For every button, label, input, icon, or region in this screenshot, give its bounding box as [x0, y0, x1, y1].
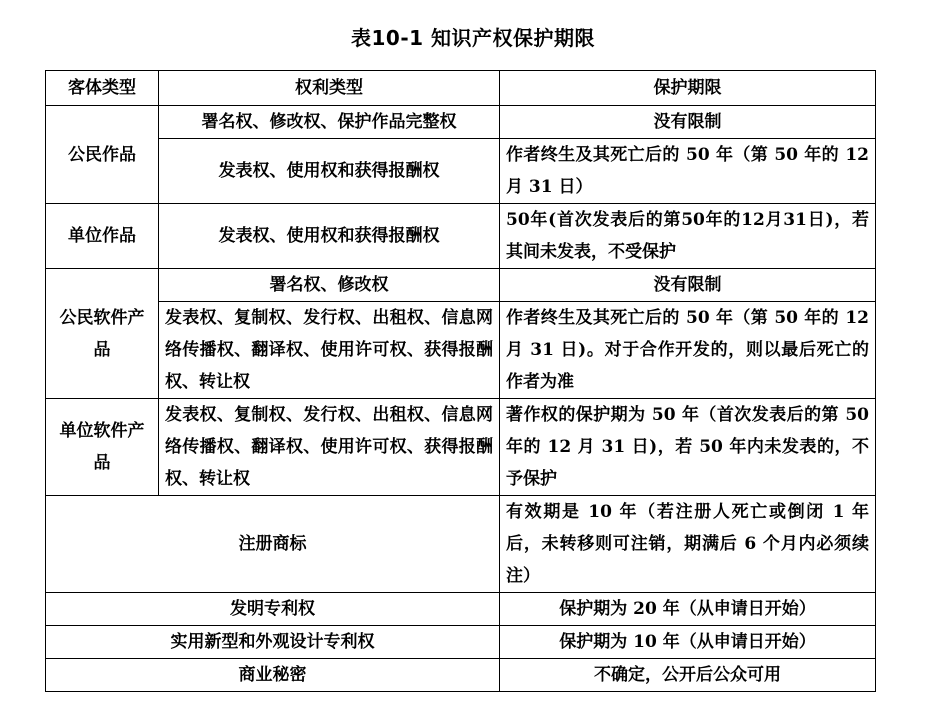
header-object-type: 客体类型: [46, 71, 159, 106]
table-row: [46, 593, 876, 626]
right-cell: 署名权、修改权: [159, 269, 500, 302]
table-row: [46, 626, 876, 659]
term-cell: 保护期为 20 年（从申请日开始）: [500, 593, 876, 626]
table-row: [46, 496, 876, 593]
right-cell: 发表权、复制权、发行权、出租权、信息网络传播权、翻译权、使用许可权、获得报酬权、转让权: [159, 399, 500, 496]
object-cell: 发明专利权: [46, 593, 500, 626]
right-cell: 发表权、复制权、发行权、出租权、信息网络传播权、翻译权、使用许可权、获得报酬权、转让权: [159, 302, 500, 399]
object-cell: 单位作品: [46, 204, 159, 269]
table-row: [46, 139, 876, 204]
table-row: [46, 659, 876, 692]
table-title: 表10-1 知识产权保护期限: [350, 26, 595, 50]
table-row: [46, 106, 876, 139]
right-cell: 署名权、修改权、保护作品完整权: [159, 106, 500, 139]
header-protection-term: 保护期限: [500, 71, 876, 106]
right-cell: 发表权、使用权和获得报酬权: [159, 139, 500, 204]
ip-protection-table: [45, 70, 876, 692]
table-row: [46, 399, 876, 496]
table-row: [46, 269, 876, 302]
object-cell: 单位软件产品: [46, 399, 159, 496]
term-cell: 保护期为 10 年（从申请日开始）: [500, 626, 876, 659]
term-cell: 著作权的保护期为 50 年（首次发表后的第 50 年的 12 月 31 日)，若 50 年内未发表的，不予保护: [500, 399, 876, 496]
object-cell: 注册商标: [46, 496, 500, 593]
object-cell: 公民软件产品: [46, 269, 159, 399]
object-cell: 公民作品: [46, 106, 159, 204]
table-header-row: [46, 71, 876, 106]
table-row: [46, 302, 876, 399]
right-cell: 发表权、使用权和获得报酬权: [159, 204, 500, 269]
term-cell: 没有限制: [500, 106, 876, 139]
term-cell: 作者终生及其死亡后的 50 年（第 50 年的 12 月 31 日）: [500, 139, 876, 204]
object-cell: 实用新型和外观设计专利权: [46, 626, 500, 659]
term-cell: 没有限制: [500, 269, 876, 302]
term-cell: 50年(首次发表后的第50年的12月31日)，若其间未发表，不受保护: [500, 204, 876, 269]
term-cell: 作者终生及其死亡后的 50 年（第 50 年的 12 月 31 日)。对于合作开发的，则以最后死亡的作者为准: [500, 302, 876, 399]
table-row: [46, 204, 876, 269]
term-cell: 不确定，公开后公众可用: [500, 659, 876, 692]
header-right-type: 权利类型: [159, 71, 500, 106]
term-cell: 有效期是 10 年（若注册人死亡或倒闭 1 年后，未转移则可注销，期满后 6 个月内必须续注）: [500, 496, 876, 593]
object-cell: 商业秘密: [46, 659, 500, 692]
